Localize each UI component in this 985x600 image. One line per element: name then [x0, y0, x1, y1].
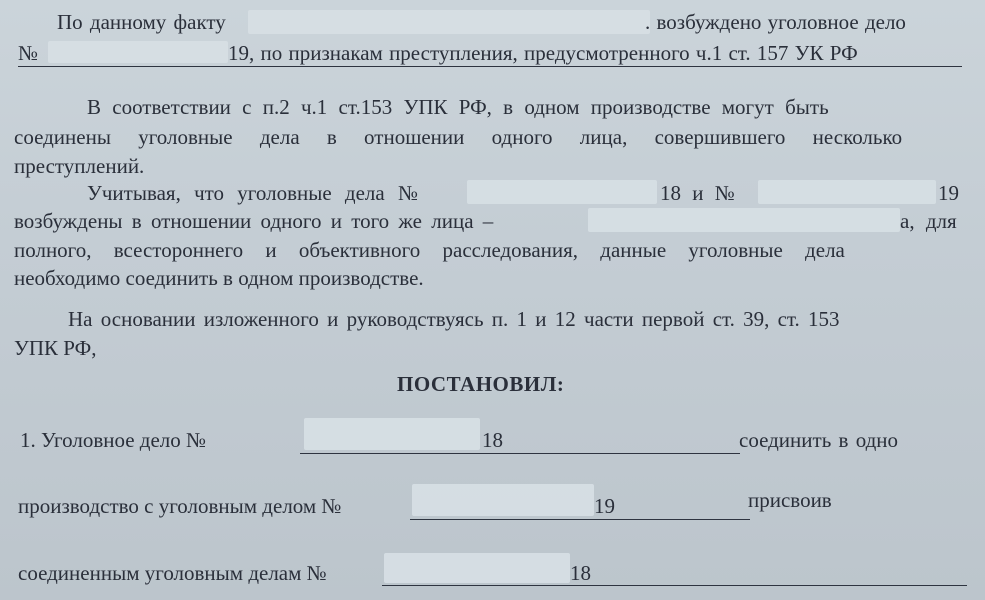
para3-line1: На основании изложенного и руководствуясь п. 1 и 12 части первой ст. 39, ст. 153: [68, 307, 840, 331]
para2-line1-end: 19: [938, 181, 959, 205]
resolution-heading: ПОСТАНОВИЛ:: [397, 372, 565, 396]
item1-line3-underline: [382, 585, 967, 586]
redaction: [384, 553, 570, 583]
redaction: [304, 418, 480, 450]
para1-line3: преступлений.: [14, 154, 145, 178]
intro-line2-text: 19, по признакам преступления, предусмотренного ч.1 ст. 157 УК РФ: [228, 41, 858, 65]
redaction: [48, 41, 228, 63]
item1-line2-end: присвоив: [748, 488, 832, 512]
para3-line2: УПК РФ,: [14, 336, 97, 360]
redaction: [412, 484, 594, 516]
item1-line1-case-suffix: 18: [482, 428, 503, 452]
intro-line1-end: . возбуждено уголовное дело: [645, 10, 906, 34]
intro-underline: [18, 66, 962, 67]
redaction: [467, 180, 657, 204]
para1-line2: соединены уголовные дела в отношении одного лица, совершившего несколько: [14, 125, 903, 149]
redaction: [248, 10, 650, 34]
item1-line3-case-suffix: 18: [570, 561, 591, 585]
item1-line1-underline: [300, 453, 740, 454]
item1-line1-end: соединить в одно: [739, 428, 899, 452]
redaction: [758, 180, 936, 204]
para2-line2-start: возбуждены в отношении одного и того же лица –: [14, 209, 494, 233]
para2-line4: необходимо соединить в одном производстве.: [14, 266, 424, 290]
item1-line2-start: производство с уголовным делом №: [18, 494, 342, 518]
item1-line2-underline: [410, 519, 750, 520]
para1-line1: В соответствии с п.2 ч.1 ст.153 УПК РФ, в одном производстве могут быть: [87, 95, 829, 119]
para2-line1-mid: 18 и №: [660, 181, 735, 205]
para2-line2-end: а, для: [900, 209, 957, 233]
item1-line3-start: соединенным уголовным делам №: [18, 561, 327, 585]
para2-line3: полного, всестороннего и объективного расследования, данные уголовные дела: [14, 238, 845, 262]
item1-line2-case-suffix: 19: [594, 494, 615, 518]
redaction: [588, 208, 900, 232]
para2-line1-start: Учитывая, что уголовные дела №: [87, 181, 419, 205]
intro-line1-start: По данному факту: [57, 10, 226, 34]
intro-line2-number-sign: №: [18, 41, 39, 65]
item1-line1-start: 1. Уголовное дело №: [20, 428, 207, 452]
